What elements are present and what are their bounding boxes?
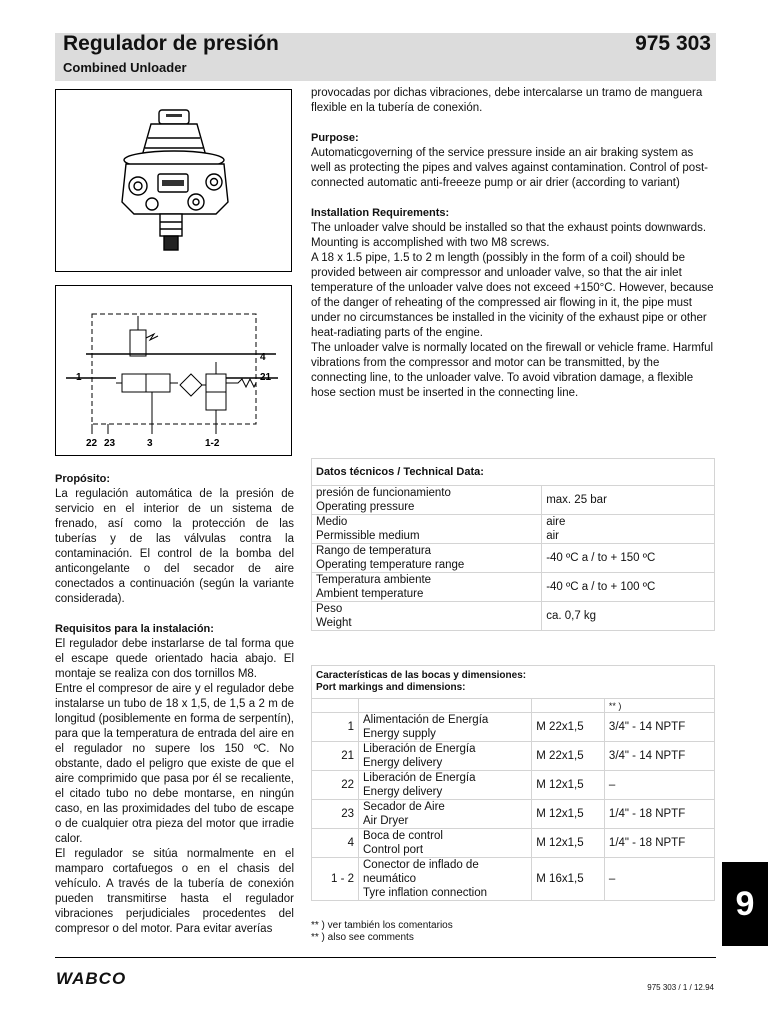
table-cell-value xyxy=(542,544,715,573)
requisitos-paragraph-2: Entre el compresor de aire y el regulador debe instalarse un tubo de 18 x 1,5, de 1,5 a 2 m de longitud (posiblemente en forma de serpentín), para que la temperatura de entrada del aire en el regulador no supere los 150 ºC. No obstante, dado el peligro que existe de que el aire comprimido que pasa por él se recaliente, el citado tubo no debe montarse, en ningún caso, en las proximidades del tubo de escape o de cualquier otra pieza del motor que irradie calor. xyxy=(55,683,294,845)
port-thread: M 22x1,5 xyxy=(532,742,605,771)
port-thread: M 16x1,5 xyxy=(532,858,605,901)
section-tab: 9 xyxy=(722,862,768,946)
table-cell-label xyxy=(312,486,542,515)
table-row xyxy=(312,742,715,771)
diagram-port-1: 1 xyxy=(76,372,82,383)
proposito-heading: Propósito: xyxy=(55,473,110,485)
footnote-en: ** ) also see comments xyxy=(311,932,414,943)
port-npt: 3/4" - 14 NPTF xyxy=(604,713,714,742)
pneumatic-schematic xyxy=(56,286,291,455)
port-thread: M 12x1,5 xyxy=(532,829,605,858)
port-name-line: Secador de Aire xyxy=(363,801,445,813)
wabco-logo: WABCO xyxy=(56,969,127,988)
port-name-line: Liberación de Energía xyxy=(363,772,476,784)
footer-reference: 975 303 / 1 / 12.94 xyxy=(647,983,714,992)
pneumatic-schematic-frame xyxy=(55,285,292,456)
page-subtitle: Combined Unloader xyxy=(63,60,187,75)
port-name-line: neumático xyxy=(363,873,417,885)
product-image-frame xyxy=(55,89,292,272)
port-markings-table xyxy=(311,665,715,901)
table-row xyxy=(312,858,715,901)
table-cell-value xyxy=(542,515,715,544)
port-npt: 1/4" - 18 NPTF xyxy=(604,800,714,829)
requisitos-paragraph-3: El regulador se sitúa normalmente en el mamparo cortafuegos o en el chasis del vehículo. A través de la tubería de conexión pueden transmitirse hasta el regulador vibraciones perjudiciales procedentes del compresor o del motor. Para evitar averías xyxy=(55,848,294,935)
table-row xyxy=(312,771,715,800)
port-thread: M 12x1,5 xyxy=(532,771,605,800)
value: -40 ºC a / to + 100 ºC xyxy=(546,581,656,593)
table-row xyxy=(312,602,715,631)
label-en: Permissible medium xyxy=(316,530,420,542)
value-2: air xyxy=(546,530,559,542)
port-npt: – xyxy=(604,858,714,901)
table-row xyxy=(312,544,715,573)
installation-paragraph-1: The unloader valve should be installed so that the exhaust points downwards. Mounting is accomplished with two M8 screws. xyxy=(311,222,707,249)
port-name xyxy=(359,858,532,901)
table-cell-value xyxy=(542,486,715,515)
table-row xyxy=(312,713,715,742)
label-en: Weight xyxy=(316,617,352,629)
installation-heading: Installation Requirements: xyxy=(311,207,450,219)
port-header-en: Port markings and dimensions: xyxy=(316,682,466,693)
table-cell xyxy=(532,699,605,713)
port-npt: 1/4" - 18 NPTF xyxy=(604,829,714,858)
port-name-line: Control port xyxy=(363,844,424,856)
table-cell-note: ** ) xyxy=(604,699,714,713)
port-thread: M 12x1,5 xyxy=(532,800,605,829)
port-name-line: Boca de control xyxy=(363,830,443,842)
technical-data-header: Datos técnicos / Technical Data: xyxy=(312,459,715,486)
diagram-port-4: 4 xyxy=(260,352,266,363)
label-en: Ambient temperature xyxy=(316,588,424,600)
diagram-port-3: 3 xyxy=(147,438,153,449)
requisitos-paragraph-1: El regulador debe instarlarse de tal forma que el escape quede orientado hacia abajo. El montaje se realiza con dos tornillos M8. xyxy=(55,638,294,680)
port-name-line: Tyre inflation connection xyxy=(363,887,488,899)
value: ca. 0,7 kg xyxy=(546,610,597,622)
port-name-line: Air Dryer xyxy=(363,815,409,827)
label-es: presión de funcionamiento xyxy=(316,487,451,499)
value: max. 25 bar xyxy=(546,494,607,506)
product-code: 975 303 xyxy=(635,32,711,55)
footer-divider xyxy=(55,957,716,958)
purpose-paragraph: Automaticgoverning of the service pressure inside an air braking system as well as protecting the pipes and valves against contamination. Control of post-connected automatic anti-freeeze pump or air drier (according to variant) xyxy=(311,147,708,189)
intro-paragraph: provocadas por dichas vibraciones, debe intercalarse un tramo de manguera flexible en la tubería de conexión. xyxy=(311,87,703,114)
diagram-port-23: 23 xyxy=(104,438,116,449)
port-number: 21 xyxy=(312,742,359,771)
spanish-text-column xyxy=(55,472,294,937)
proposito-paragraph: La regulación automática de la presión de servicio en el interior de un sistema de frenado, así como la protección de las tuberías y de las válvulas contra la contaminación. El control de la bomba del anticongelante o del secador de aire conectados a continuación (según la variante considerada). xyxy=(55,488,294,605)
port-name-line: Energy delivery xyxy=(363,757,443,769)
port-number: 23 xyxy=(312,800,359,829)
table-cell-label xyxy=(312,602,542,631)
footnote-es: ** ) ver también los comentarios xyxy=(311,920,453,931)
label-en: Operating temperature range xyxy=(316,559,465,571)
label-es: Temperatura ambiente xyxy=(316,574,432,586)
table-cell-value xyxy=(542,602,715,631)
table-row xyxy=(312,573,715,602)
port-name xyxy=(359,800,532,829)
page-title: Regulador de presión xyxy=(63,32,279,55)
port-name xyxy=(359,829,532,858)
port-name xyxy=(359,771,532,800)
label-es: Medio xyxy=(316,516,348,528)
purpose-heading: Purpose: xyxy=(311,132,359,144)
port-thread: M 22x1,5 xyxy=(532,713,605,742)
label-es: Rango de temperatura xyxy=(316,545,432,557)
port-name-line: Alimentación de Energía xyxy=(363,714,489,726)
table-cell xyxy=(359,699,532,713)
port-number: 22 xyxy=(312,771,359,800)
port-table-header xyxy=(312,666,715,699)
installation-paragraph-2: A 18 x 1.5 pipe, 1.5 to 2 m length (possibly in the form of a coil) should be provided between air compressor and unloader valve, so that the air inlet temperature of the unloader valve does not exceed +150°C. However, because of the danger of reheating of the compressed air flowing in it, the pipe must under no circumstances be installed in the vicinity of the exhaust pipe or other heat-radiating parts of the engine. xyxy=(311,252,714,339)
table-row xyxy=(312,486,715,515)
value: -40 ºC a / to + 150 ºC xyxy=(546,552,656,564)
footnotes xyxy=(311,920,453,944)
table-cell-label xyxy=(312,573,542,602)
technical-data-table xyxy=(311,458,715,631)
table-cell-label xyxy=(312,515,542,544)
requisitos-heading: Requisitos para la instalación: xyxy=(55,623,214,635)
diagram-port-1-2: 1-2 xyxy=(205,438,220,449)
port-name xyxy=(359,713,532,742)
port-name-line: Conector de inflado de xyxy=(363,859,479,871)
port-npt: 3/4" - 14 NPTF xyxy=(604,742,714,771)
table-row xyxy=(312,515,715,544)
table-cell xyxy=(312,699,359,713)
label-en: Operating pressure xyxy=(316,501,415,513)
table-row xyxy=(312,800,715,829)
diagram-port-22: 22 xyxy=(86,438,98,449)
english-text-column xyxy=(311,86,715,401)
port-name-line: Energy delivery xyxy=(363,786,443,798)
port-number: 1 - 2 xyxy=(312,858,359,901)
value: aire xyxy=(546,516,566,528)
port-npt: – xyxy=(604,771,714,800)
port-name-line: Liberación de Energía xyxy=(363,743,476,755)
port-header-es: Características de las bocas y dimensiones: xyxy=(316,670,527,681)
label-es: Peso xyxy=(316,603,343,615)
table-cell-label xyxy=(312,544,542,573)
port-name xyxy=(359,742,532,771)
table-row xyxy=(312,829,715,858)
port-number: 4 xyxy=(312,829,359,858)
table-row xyxy=(312,699,715,713)
port-number: 1 xyxy=(312,713,359,742)
table-cell-value xyxy=(542,573,715,602)
unloader-valve-illustration xyxy=(56,90,291,271)
diagram-port-21: 21 xyxy=(260,372,272,383)
port-name-line: Energy supply xyxy=(363,728,436,740)
installation-paragraph-3: The unloader valve is normally located on the firewall or vehicle frame. Harmful vibrations from the compressor and motor can be transmitted, by the connecting line, to the unloader valve. To avoid vibration damage, a flexible hose section must be inserted in the connecting line. xyxy=(311,342,714,399)
